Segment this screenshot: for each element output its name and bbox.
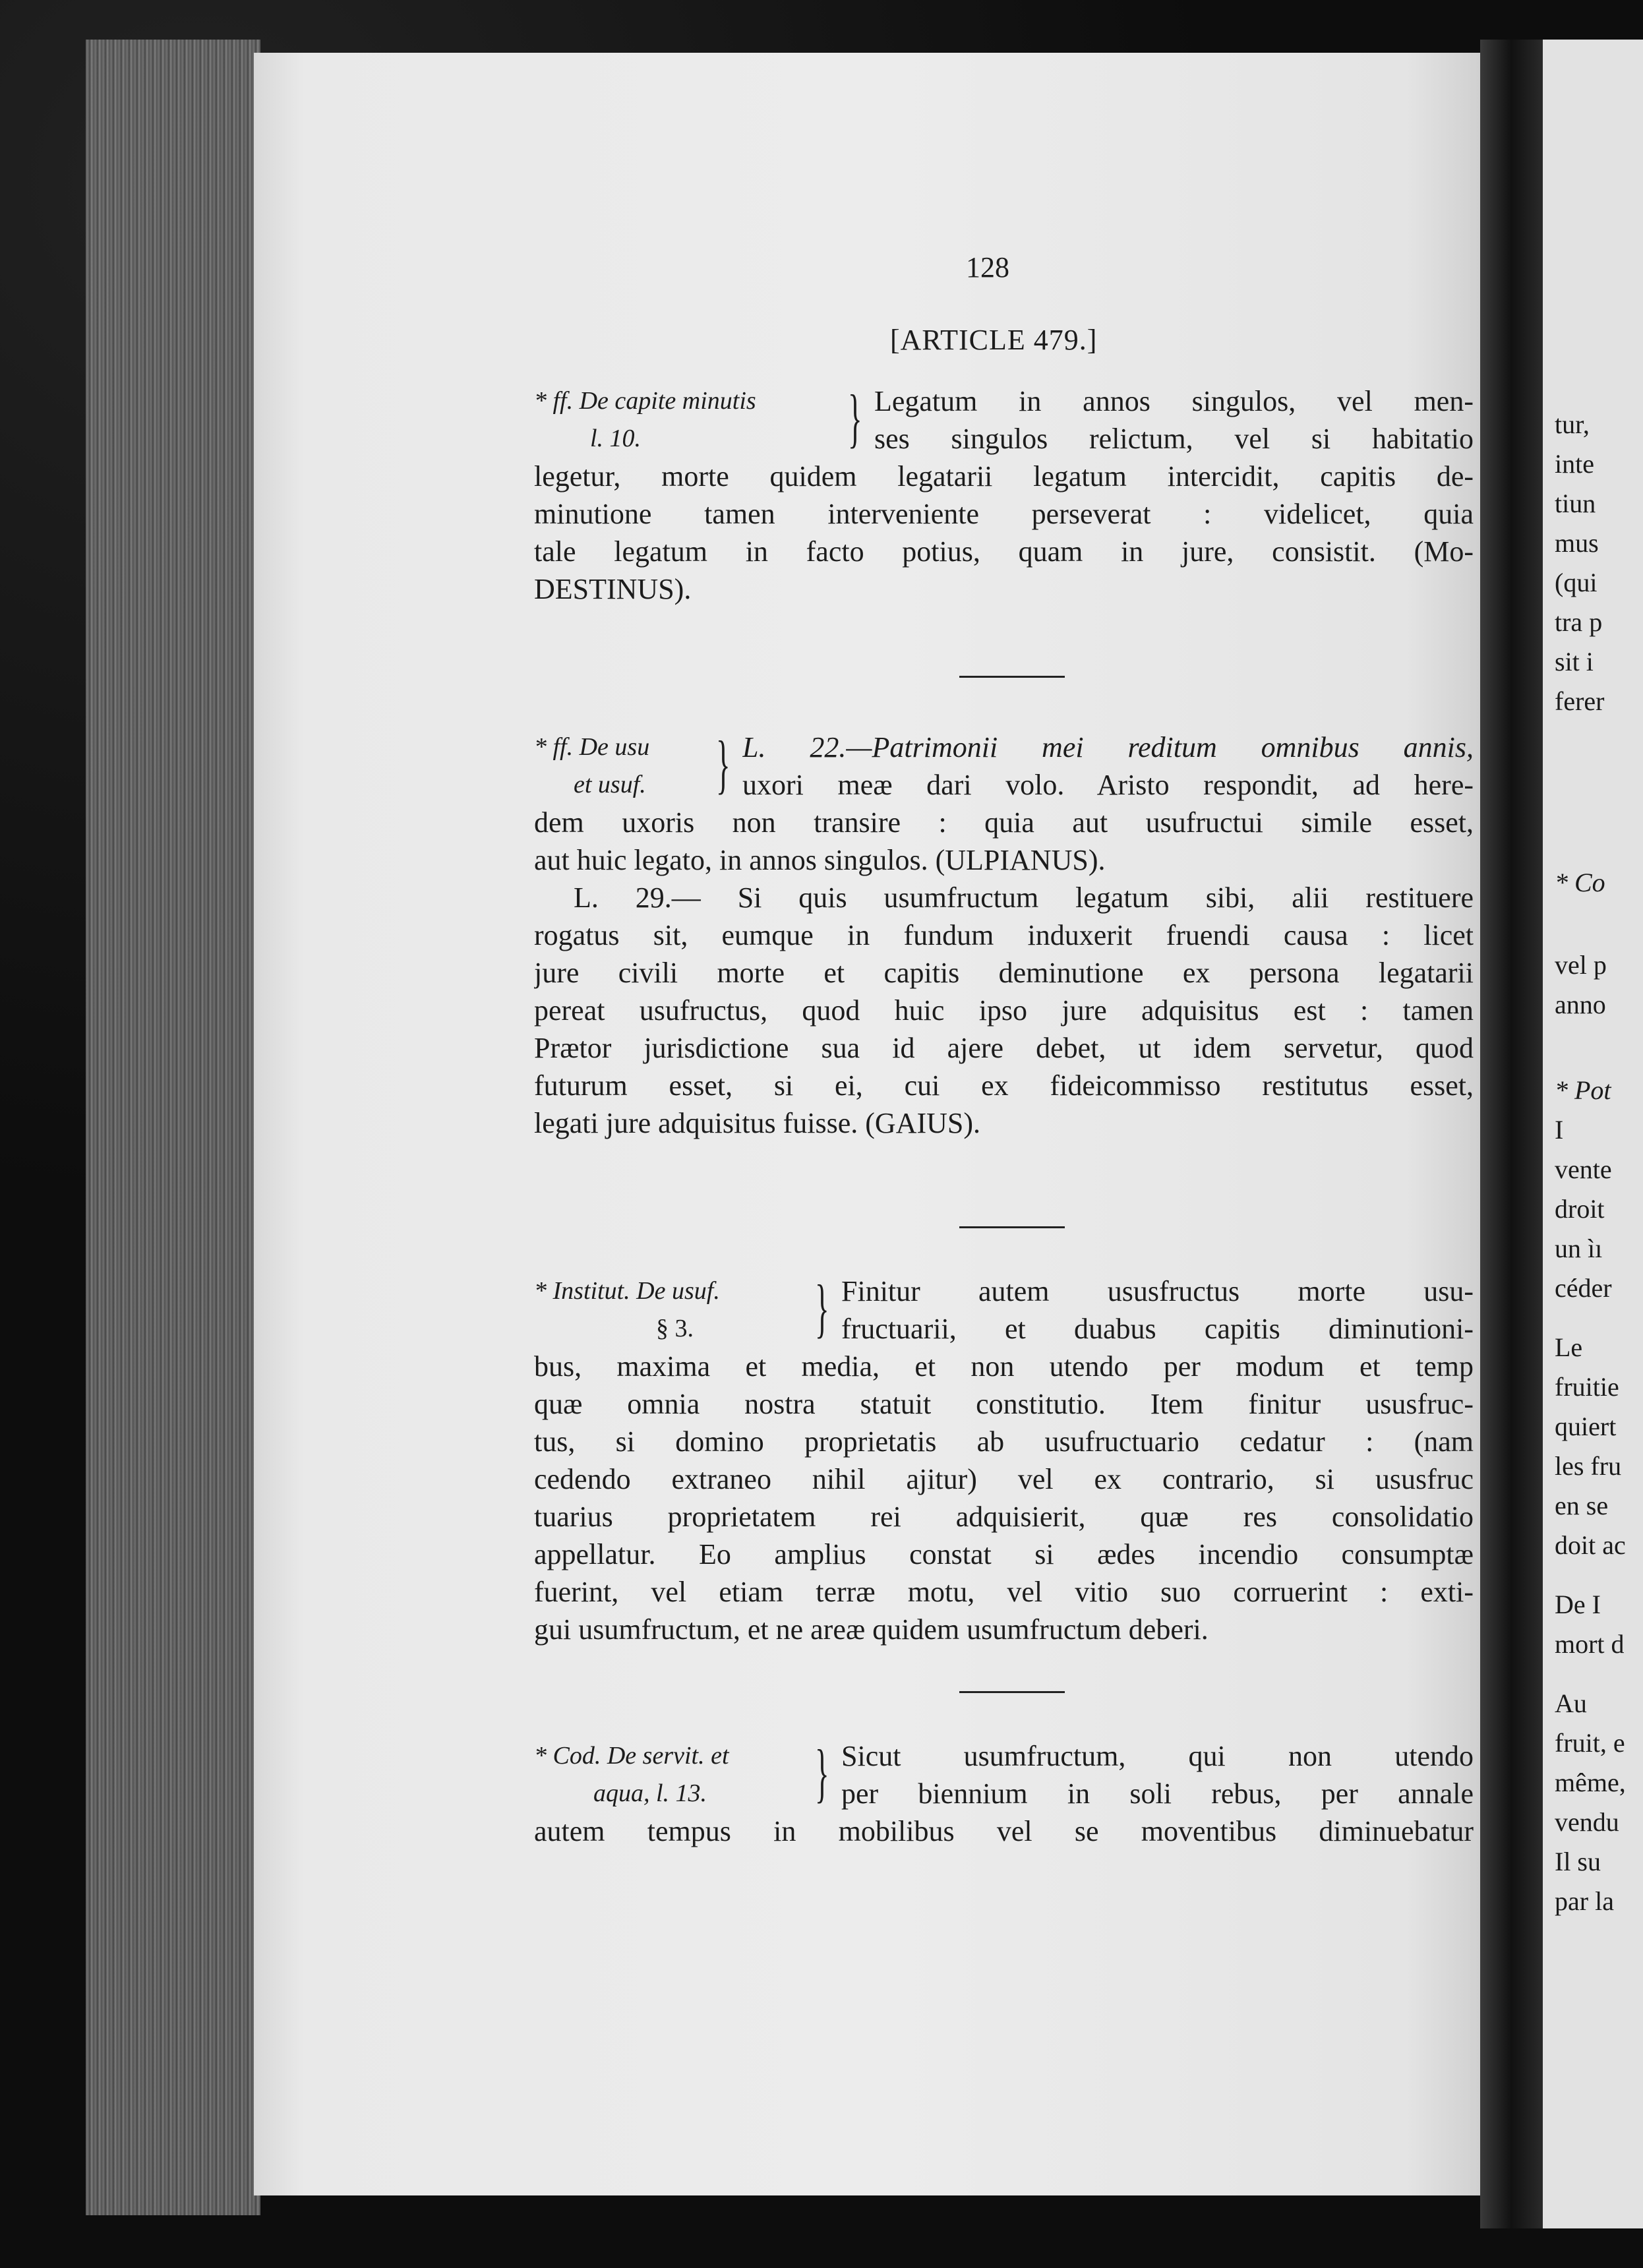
right-page-text-fragment: vente [1555, 1154, 1612, 1184]
text-line: minutione tamen interveniente perseverat : videlicet, quia [534, 498, 1474, 530]
right-page-fragment [1543, 40, 1643, 2228]
section-header-row [534, 1272, 1474, 1348]
section-divider [959, 676, 1065, 678]
section-divider [959, 1691, 1065, 1693]
text-line: bus, maxima et media, et non utendo per modum et temp [534, 1350, 1474, 1383]
right-page-text-fragment: ferer [1555, 686, 1605, 716]
section-body-start [742, 729, 1474, 804]
text-line: L. 29.— Si quis usumfructum legatum sibi, alii restituere [574, 881, 1474, 914]
section-body-start [841, 1272, 1474, 1348]
right-page-text-fragment: * Pot [1555, 1075, 1611, 1105]
brace-glyph: } [716, 727, 731, 800]
text-line: gui usumfructum, et ne areæ quidem usumfructum deberi. [534, 1613, 1209, 1646]
right-page-text-fragment: en se [1555, 1491, 1609, 1520]
right-page-text-fragment: vendu [1555, 1807, 1619, 1837]
section-header-row [534, 1737, 1474, 1812]
text-line: rogatus sit, eumque in fundum induxerit fruendi causa : licet [534, 919, 1474, 951]
text-line: jure civili morte et capitis deminutione ex persona legatarii [534, 957, 1474, 989]
section-body-start [841, 1737, 1474, 1812]
right-page-text-fragment: I [1555, 1115, 1564, 1145]
text-line: fructuarii, et duabus capitis diminutioni- [841, 1313, 1474, 1345]
right-page-text-fragment: mort d [1555, 1629, 1625, 1659]
section-institut-de-usuf [534, 1272, 1474, 1648]
brace-glyph: } [815, 1736, 829, 1809]
text-line: quæ omnia nostra statuit constitutio. Item finitur ususfruc- [534, 1388, 1474, 1420]
book-gutter [1480, 40, 1543, 2228]
right-page-text-fragment: tiun [1555, 489, 1596, 518]
text-line: uxori meæ dari volo. Aristo respondit, ad here- [742, 769, 1474, 801]
text-line: tus, si domino proprietatis ab usufructuario cedatur : (nam [534, 1425, 1474, 1458]
marginal-reference [534, 1737, 811, 1812]
text-line: DESTINUS). [534, 573, 692, 605]
section-de-capite-minutis [534, 382, 1474, 608]
right-page-text-fragment: quiert [1555, 1412, 1617, 1441]
book-page-edges [86, 40, 260, 2215]
text-line: Legatum in annos singulos, vel men- [874, 385, 1474, 417]
marginal-reference [534, 1272, 811, 1348]
right-page-text-fragment: un ìı [1555, 1234, 1603, 1263]
section-de-usu [534, 729, 1474, 1142]
text-line: ses singulos relictum, vel si habitatio [874, 423, 1474, 455]
text-line: appellatur. Eo amplius constat si ædes incendio consumptæ [534, 1538, 1474, 1570]
marginal-reference [534, 729, 712, 804]
text-line: aut huic legato, in annos singulos. (ULPIANUS). [534, 844, 1106, 876]
right-page-text-fragment: les fru [1555, 1451, 1622, 1481]
reference-line: * Cod. De servit. et [534, 1742, 729, 1770]
section-body-start [874, 382, 1474, 458]
text-line: dem uxoris non transire : quia aut usufructui simile esset, [534, 806, 1474, 839]
section-cod-de-servit [534, 1737, 1474, 1850]
text-line: legati jure adquisitus fuisse. (GAIUS). [534, 1107, 980, 1139]
section-header-row [534, 729, 1474, 804]
reference-line: et usuf. [574, 771, 646, 798]
text-line: tuarius proprietatem rei adquisierit, quæ res consolidatio [534, 1501, 1474, 1533]
right-page-text-fragment: Le [1555, 1332, 1583, 1362]
right-page-text-fragment: * Co [1555, 868, 1605, 897]
right-page-text-fragment: fruitie [1555, 1372, 1619, 1402]
right-page-text-fragment: doit ac [1555, 1530, 1626, 1560]
page-number: 128 [966, 251, 1009, 284]
text-line: per biennium in soli rebus, per annale [841, 1777, 1474, 1810]
text-line: Sicut usumfructum, qui non utendo [841, 1740, 1474, 1772]
reference-line: aqua, l. 13. [593, 1779, 707, 1807]
text-line: L. 22.—Patrimonii mei reditum omnibus annis, [742, 731, 1474, 763]
text-line: fuerint, vel etiam terræ motu, vel vitio suo corruerint : exti- [534, 1576, 1474, 1608]
right-page-text-fragment: anno [1555, 990, 1606, 1019]
reference-line: * ff. De capite minutis [534, 387, 756, 415]
brace-glyph: } [815, 1271, 829, 1344]
right-page-text-fragment: céder [1555, 1273, 1612, 1303]
text-line: futurum esset, si ei, cui ex fideicommisso restitutus esset, [534, 1069, 1474, 1102]
reference-line: § 3. [656, 1315, 694, 1342]
right-page-text-fragment: mus [1555, 528, 1599, 558]
right-page-text-fragment: même, [1555, 1768, 1626, 1797]
marginal-reference [534, 382, 844, 458]
right-page-text-fragment: vel p [1555, 950, 1607, 980]
right-page-text-fragment: droit [1555, 1194, 1605, 1224]
right-page-text-fragment: tra p [1555, 607, 1603, 637]
right-page-text-fragment: Il su [1555, 1847, 1601, 1876]
right-page-text-fragment: sit i [1555, 647, 1594, 676]
right-page-text-fragment: tur, [1555, 409, 1590, 439]
text-line: legetur, morte quidem legatarii legatum intercidit, capitis de- [534, 460, 1474, 492]
text-line: cedendo extraneo nihil ajitur) vel ex contrario, si ususfruc [534, 1463, 1474, 1495]
text-line: tale legatum in facto potius, quam in jure, consistit. (Mo- [534, 535, 1474, 568]
section-divider [959, 1226, 1065, 1228]
brace-glyph: } [848, 381, 862, 454]
text-line: pereat usufructus, quod huic ipso jure adquisitus est : tamen [534, 994, 1474, 1027]
reference-line: * Institut. De usuf. [534, 1277, 720, 1305]
right-page-text-fragment: fruit, e [1555, 1728, 1625, 1758]
right-page-text-fragment: (qui [1555, 568, 1598, 597]
text-line: Prætor jurisdictione sua id ajere debet, ut idem servetur, quod [534, 1032, 1474, 1064]
section-header-row [534, 382, 1474, 458]
text-line: autem tempus in mobilibus vel se moventibus diminuebatur [534, 1815, 1474, 1847]
reference-line: l. 10. [590, 425, 642, 452]
right-page-text-fragment: par la [1555, 1886, 1614, 1916]
right-page-text-fragment: De I [1555, 1590, 1601, 1619]
right-page-text-fragment: inte [1555, 449, 1594, 479]
text-line: Finitur autem ususfructus morte usu- [841, 1275, 1474, 1307]
article-heading: [ARTICLE 479.] [890, 324, 1098, 356]
reference-line: * ff. De usu [534, 733, 650, 761]
right-page-text-fragment: Au [1555, 1688, 1587, 1718]
